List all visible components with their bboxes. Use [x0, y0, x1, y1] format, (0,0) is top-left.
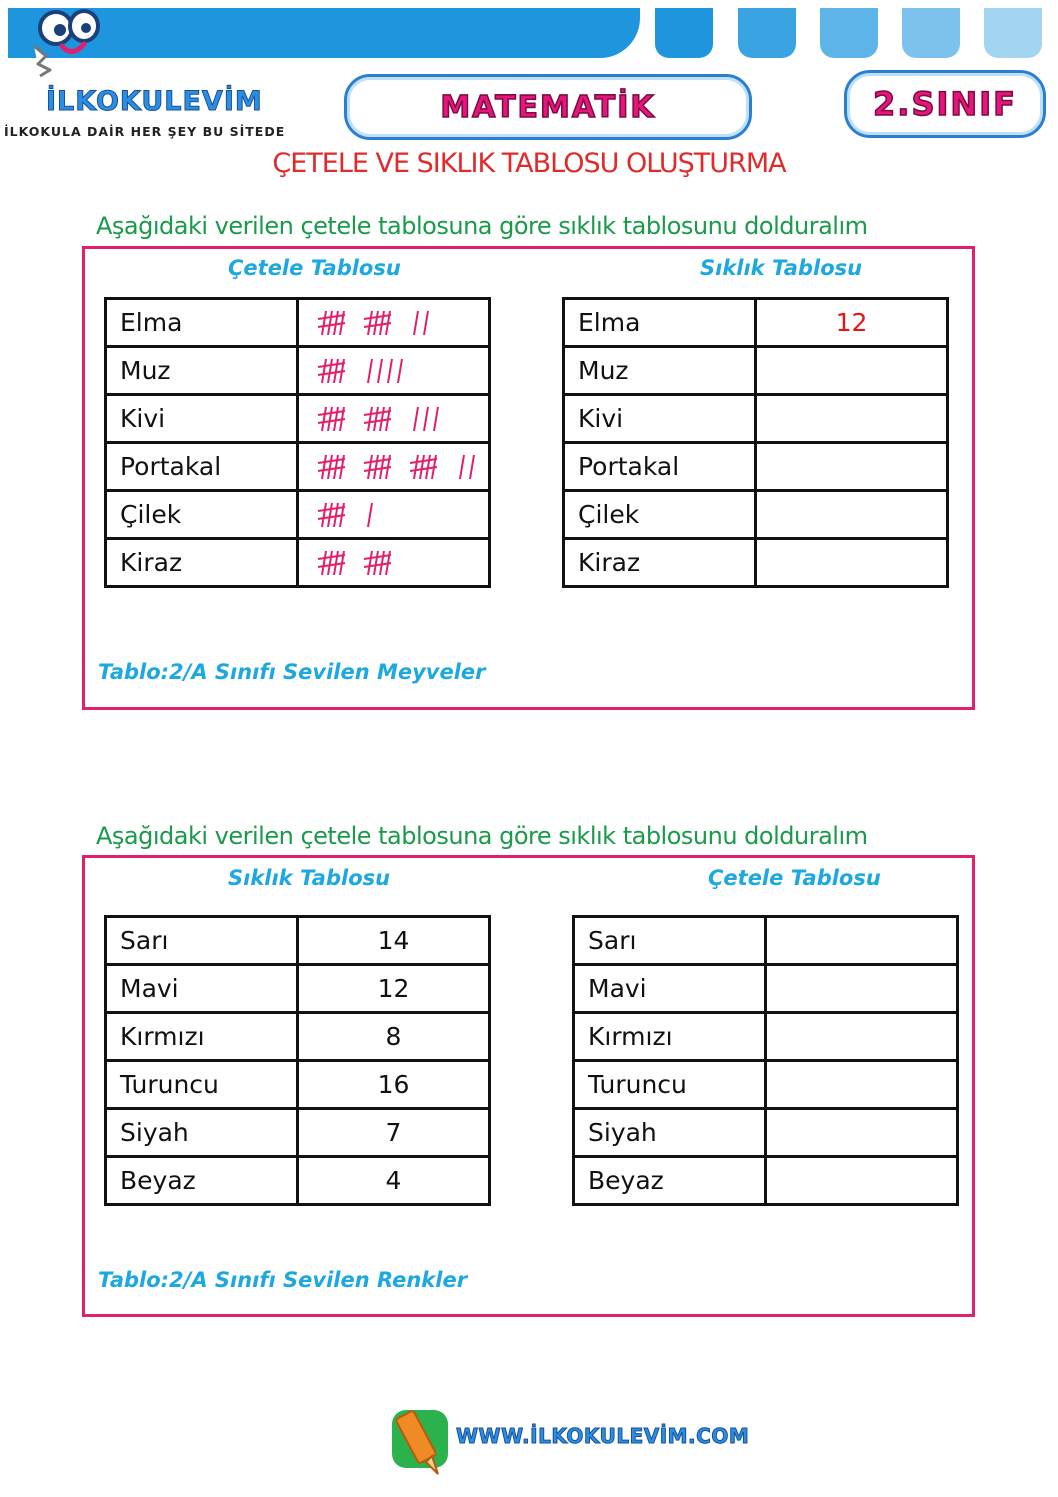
answer-cell[interactable] [756, 347, 948, 395]
tally-stroke [380, 311, 384, 335]
table-row [564, 395, 948, 443]
tally-stroke [420, 455, 424, 479]
row-label: Beyaz [574, 1157, 766, 1205]
table-row [106, 965, 490, 1013]
table-row [106, 347, 490, 395]
row-label: Kiraz [106, 539, 298, 587]
section1-instruction: Aşağıdaki verilen çetele tablosuna göre sıklık tablosunu dolduralım [96, 212, 868, 240]
table-row [564, 443, 948, 491]
table-row [106, 1157, 490, 1205]
row-label: Turuncu [574, 1061, 766, 1109]
table-row [574, 1013, 958, 1061]
tally-stroke [334, 551, 338, 575]
tally-group-five [317, 548, 347, 578]
tally-stroke [328, 551, 332, 575]
row-label: Kırmızı [106, 1013, 298, 1061]
table-row [574, 1061, 958, 1109]
frequency-cell: 12 [298, 965, 490, 1013]
pencil-icon [388, 1404, 458, 1478]
tally-stroke [424, 407, 428, 431]
subject-text: MATEMATİK [440, 89, 656, 125]
frequency-cell: 8 [298, 1013, 490, 1061]
tally-stroke [368, 503, 372, 527]
tally-stroke [380, 407, 384, 431]
tally-stroke [426, 455, 430, 479]
logo-subtitle: İLKOKULA DAİR HER ŞEY BU SİTEDE [4, 124, 286, 139]
tally-stroke [334, 359, 338, 383]
tally-cell [298, 491, 490, 539]
row-label: Mavi [574, 965, 766, 1013]
tally-stroke [424, 311, 428, 335]
grade-badge [844, 70, 1046, 138]
table-row [106, 1061, 490, 1109]
tally-stroke [414, 407, 418, 431]
table-row [106, 1109, 490, 1157]
grade-text: 2.SINIF [873, 85, 1017, 123]
frequency-cell: 12 [756, 299, 948, 347]
tally-stroke [328, 455, 332, 479]
tally-group [363, 500, 377, 530]
tally-group [455, 452, 479, 482]
tally-stroke [460, 455, 464, 479]
footer-url[interactable]: WWW.İLKOKULEVİM.COM [456, 1424, 750, 1448]
answer-cell[interactable] [756, 539, 948, 587]
row-label: Çilek [106, 491, 298, 539]
tally-stroke [414, 311, 418, 335]
tally-stroke [380, 455, 384, 479]
section2-left-heading: Sıklık Tablosu [228, 866, 391, 890]
frequency-cell: 14 [298, 917, 490, 965]
tally-group-five [317, 452, 347, 482]
answer-cell[interactable] [756, 443, 948, 491]
tally-group [363, 356, 407, 386]
section1-caption: Tablo:2/A Sınıfı Sevilen Meyveler [98, 660, 486, 684]
row-label: Muz [106, 347, 298, 395]
row-label: Kiraz [564, 539, 756, 587]
tally-stroke [328, 503, 332, 527]
table-row [574, 917, 958, 965]
tally-cell [298, 539, 490, 587]
row-label: Çilek [564, 491, 756, 539]
row-label: Sarı [106, 917, 298, 965]
tally-stroke [414, 455, 418, 479]
table-row [564, 347, 948, 395]
frequency-cell: 4 [298, 1157, 490, 1205]
table-row [106, 491, 490, 539]
section2-tally-table [572, 915, 959, 1206]
tally-stroke [322, 503, 326, 527]
section2-right-heading: Çetele Tablosu [708, 866, 881, 890]
tally-stroke [334, 455, 338, 479]
frequency-cell: 16 [298, 1061, 490, 1109]
tally-cell [298, 299, 490, 347]
section2-instruction: Aşağıdaki verilen çetele tablosuna göre sıklık tablosunu dolduralım [96, 822, 868, 850]
tally-stroke [322, 359, 326, 383]
tally-stroke [368, 551, 372, 575]
section2-caption: Tablo:2/A Sınıfı Sevilen Renkler [98, 1268, 468, 1292]
table-row [106, 1013, 490, 1061]
header-tab-5 [984, 8, 1042, 58]
tally-group-five [317, 356, 347, 386]
table-row [106, 395, 490, 443]
row-label: Sarı [574, 917, 766, 965]
table-row [574, 1157, 958, 1205]
row-label: Elma [106, 299, 298, 347]
row-label: Siyah [574, 1109, 766, 1157]
tally-stroke [374, 311, 378, 335]
tally-stroke [322, 311, 326, 335]
header-tab-2 [738, 8, 796, 58]
table-row [564, 491, 948, 539]
tally-stroke [398, 359, 402, 383]
row-label: Kivi [564, 395, 756, 443]
subject-badge [344, 74, 752, 140]
table-row [106, 299, 490, 347]
frequency-cell: 7 [298, 1109, 490, 1157]
header-tab-4 [902, 8, 960, 58]
tally-stroke [368, 311, 372, 335]
tally-stroke [322, 407, 326, 431]
tally-group-five [317, 500, 347, 530]
tally-stroke [368, 455, 372, 479]
row-label: Elma [564, 299, 756, 347]
tally-group [409, 404, 443, 434]
tally-cell [298, 395, 490, 443]
tally-stroke [374, 551, 378, 575]
table-row [564, 299, 948, 347]
row-label: Kırmızı [574, 1013, 766, 1061]
tally-stroke [378, 359, 382, 383]
answer-cell[interactable] [756, 395, 948, 443]
tally-stroke [374, 407, 378, 431]
row-label: Turuncu [106, 1061, 298, 1109]
tally-stroke [322, 455, 326, 479]
table-row [106, 539, 490, 587]
tally-group-five [317, 308, 347, 338]
row-label: Portakal [106, 443, 298, 491]
answer-cell[interactable] [766, 1157, 958, 1205]
answer-cell[interactable] [766, 1013, 958, 1061]
tally-stroke [328, 359, 332, 383]
tally-stroke [328, 311, 332, 335]
tally-group-five [409, 452, 439, 482]
section1-frequency-table [562, 297, 949, 588]
tally-stroke [470, 455, 474, 479]
tally-group-five [363, 404, 393, 434]
page-title: ÇETELE VE SIKLIK TABLOSU OLUŞTURMA [272, 148, 786, 179]
mascot-icon [10, 6, 120, 86]
tally-group [409, 308, 433, 338]
site-logo [10, 6, 280, 140]
answer-cell[interactable] [766, 1061, 958, 1109]
logo-text: İLKOKULEVİM [46, 86, 263, 117]
section2-frequency-table [104, 915, 491, 1206]
table-row [564, 539, 948, 587]
tally-stroke [334, 407, 338, 431]
tally-group-five [317, 404, 347, 434]
section1-tally-table [104, 297, 491, 588]
section1-right-heading: Sıklık Tablosu [700, 256, 863, 280]
row-label: Kivi [106, 395, 298, 443]
table-row [574, 1109, 958, 1157]
tally-stroke [368, 359, 372, 383]
tally-group-five [363, 548, 393, 578]
table-row [106, 443, 490, 491]
tally-stroke [334, 503, 338, 527]
row-label: Beyaz [106, 1157, 298, 1205]
tally-stroke [374, 455, 378, 479]
tally-cell [298, 443, 490, 491]
table-row [106, 917, 490, 965]
tally-group-five [363, 308, 393, 338]
answer-cell[interactable] [766, 917, 958, 965]
tally-stroke [334, 311, 338, 335]
tally-stroke [322, 551, 326, 575]
header-tab-3 [820, 8, 878, 58]
row-label: Muz [564, 347, 756, 395]
answer-cell[interactable] [766, 1109, 958, 1157]
tally-stroke [434, 407, 438, 431]
tally-stroke [388, 359, 392, 383]
tally-cell [298, 347, 490, 395]
answer-cell[interactable] [756, 491, 948, 539]
row-label: Portakal [564, 443, 756, 491]
tally-group-five [363, 452, 393, 482]
answer-cell[interactable] [766, 965, 958, 1013]
table-row [574, 965, 958, 1013]
tally-stroke [368, 407, 372, 431]
row-label: Mavi [106, 965, 298, 1013]
tally-stroke [328, 407, 332, 431]
tally-stroke [380, 551, 384, 575]
section1-left-heading: Çetele Tablosu [228, 256, 401, 280]
row-label: Siyah [106, 1109, 298, 1157]
header-tab-1 [655, 8, 713, 58]
